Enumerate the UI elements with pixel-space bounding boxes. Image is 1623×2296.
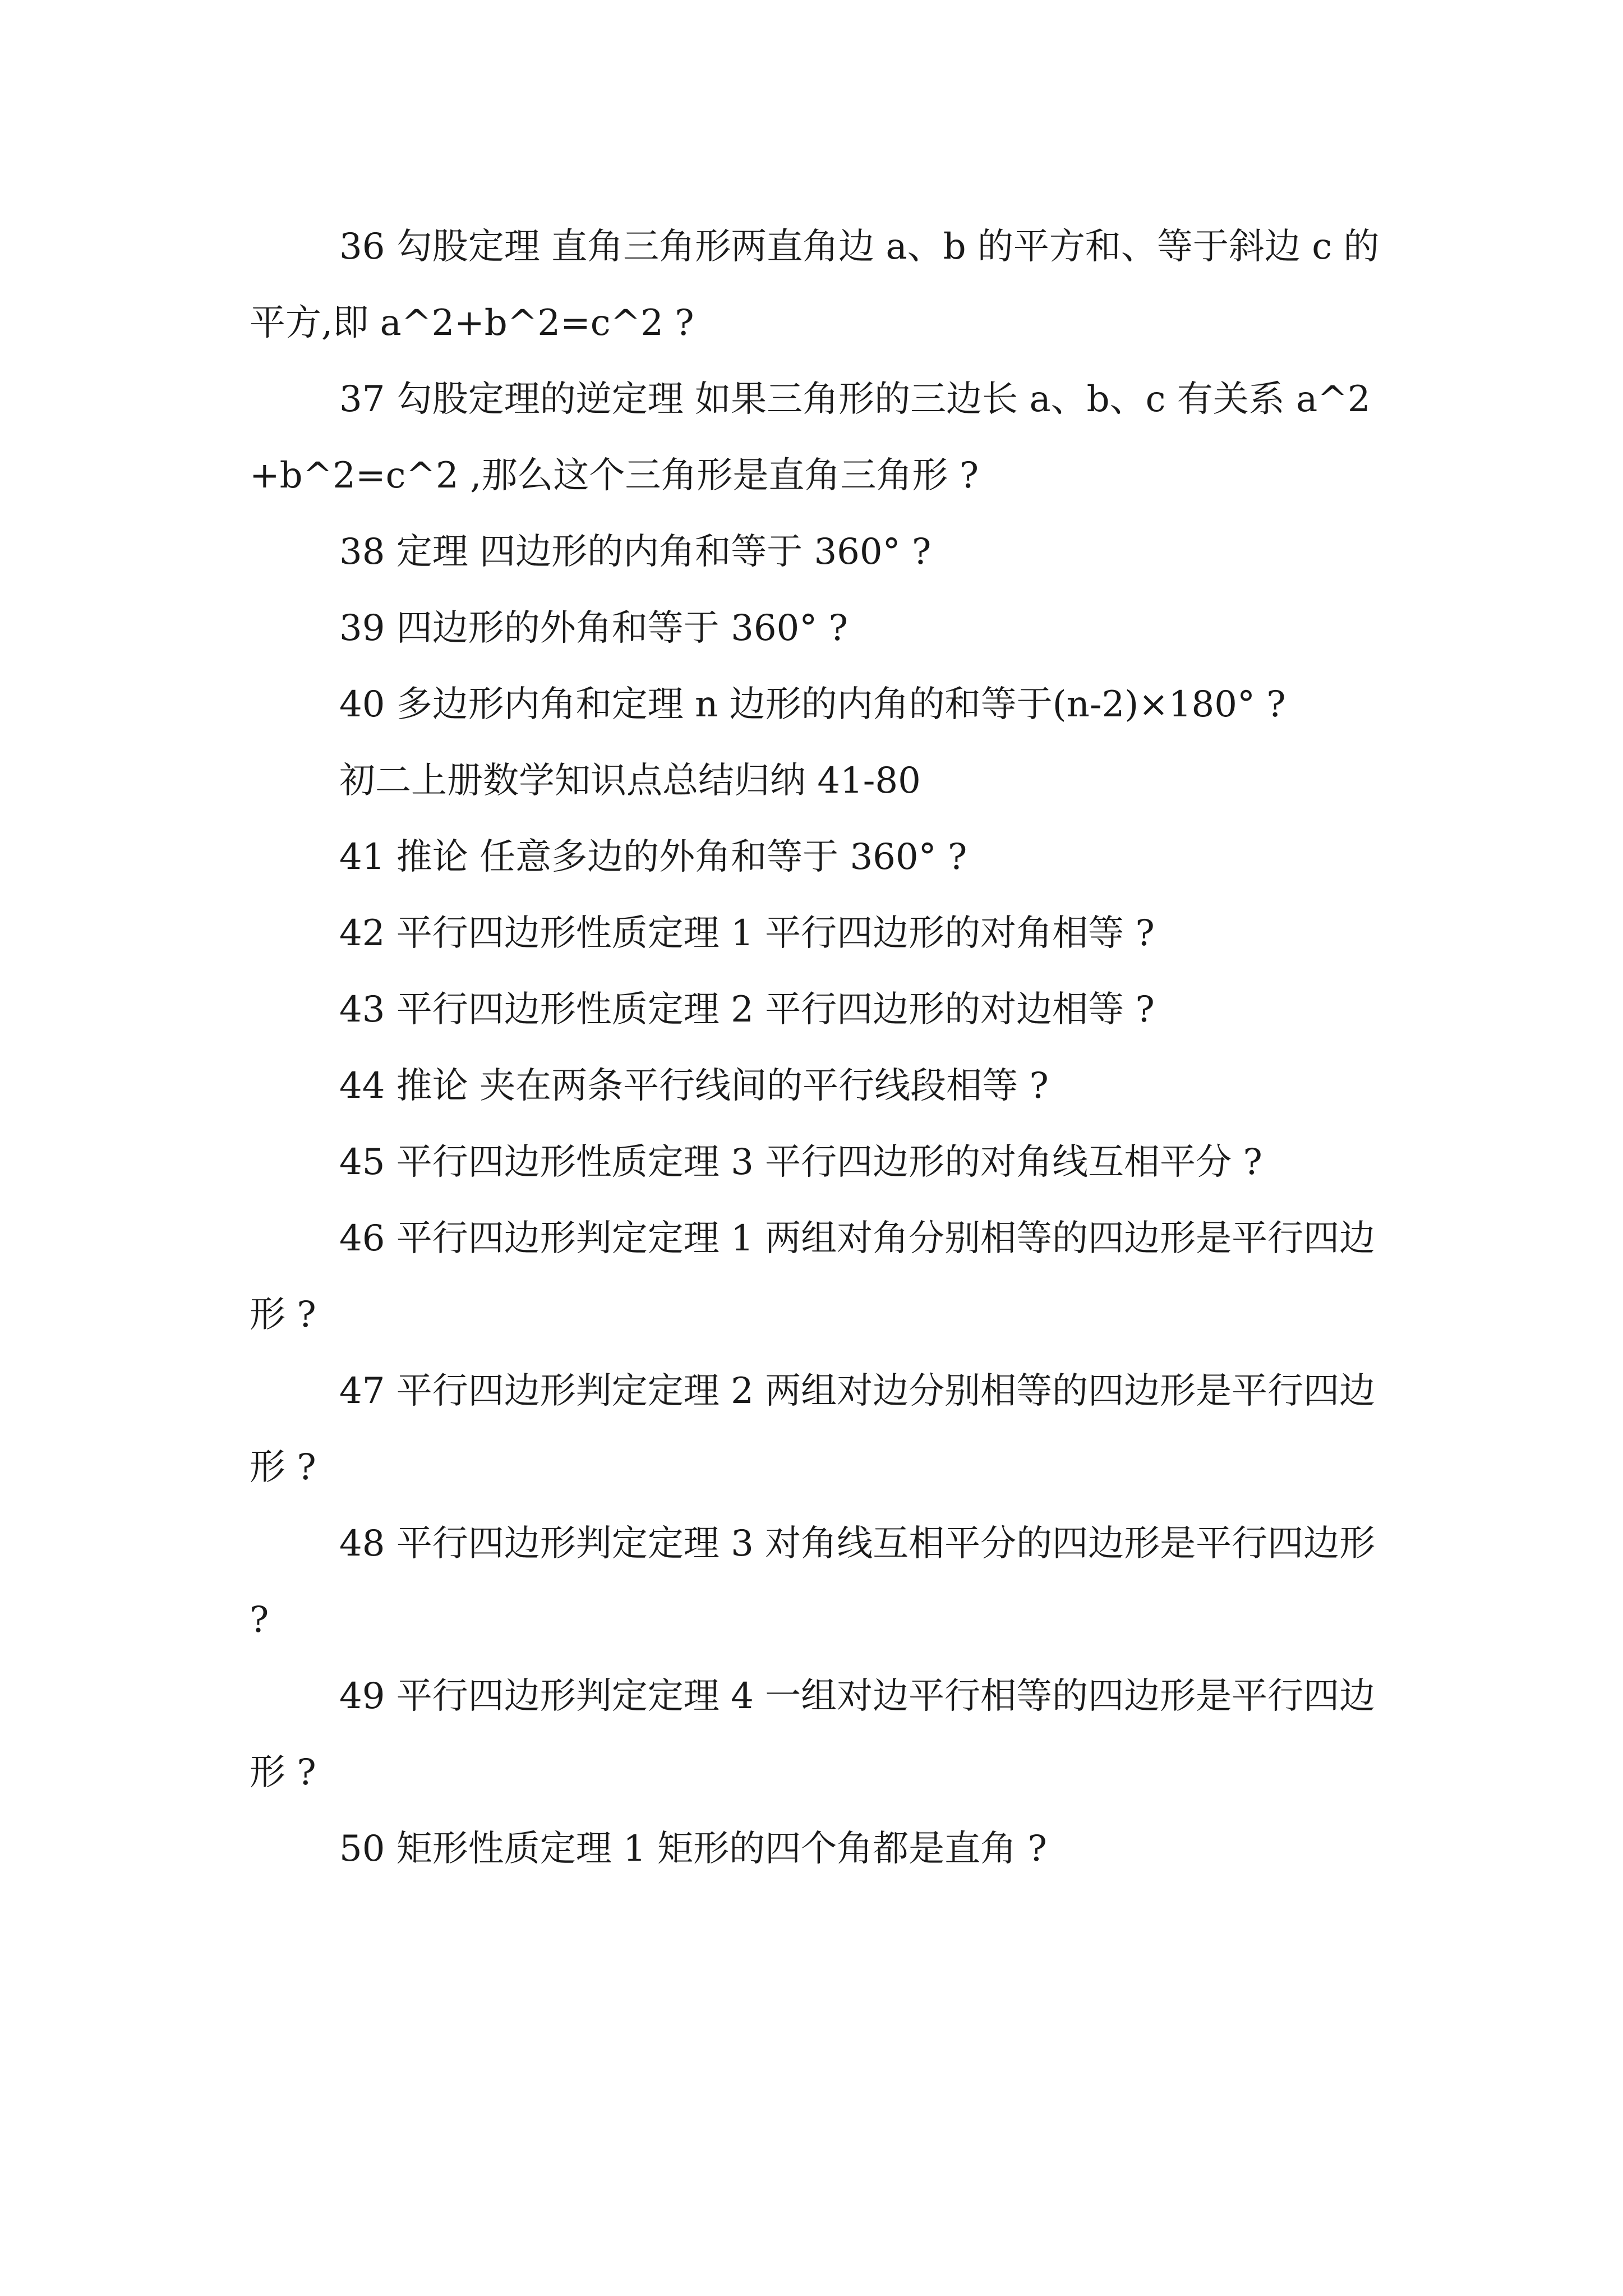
section-heading: 初二上册数学知识点总结归纳 41-80 — [339, 760, 921, 802]
paragraph-36-pythagorean-theorem: 36 勾股定理 直角三角形两直角边 a、b 的平方和、等于斜边 c 的平方,即 a^2+b^2=c^2 ? — [250, 226, 1380, 344]
document-body — [250, 209, 1388, 1887]
paragraph-42-parallelogram-property-1: 42 平行四边形性质定理 1 平行四边形的对角相等 ? — [339, 913, 1155, 954]
paragraph-44-corollary-parallel-segments: 44 推论 夹在两条平行线间的平行线段相等 ? — [339, 1065, 1049, 1107]
paragraph-41-corollary-exterior-angles: 41 推论 任意多边的外角和等于 360° ? — [339, 836, 967, 878]
paragraph-48-parallelogram-criterion-3: 48 平行四边形判定定理 3 对角线互相平分的四边形是平行四边形 ? — [250, 1523, 1387, 1641]
paragraph-50-rectangle-property-1: 50 矩形性质定理 1 矩形的四个角都是直角 ? — [339, 1828, 1047, 1870]
paragraph-37-pythagorean-converse: 37 勾股定理的逆定理 如果三角形的三边长 a、b、c 有关系 a^2+b^2=c^2 ,那么这个三角形是直角三角形 ? — [250, 379, 1371, 496]
paragraph-47-parallelogram-criterion-2: 47 平行四边形判定定理 2 两组对边分别相等的四边形是平行四边形 ? — [250, 1370, 1376, 1488]
paragraph-38-quadrilateral-interior-angles: 38 定理 四边形的内角和等于 360° ? — [339, 531, 932, 573]
paragraph-40-polygon-interior-angles: 40 多边形内角和定理 n 边形的内角的和等于(n-2)×180° ? — [339, 684, 1286, 725]
paragraph-46-parallelogram-criterion-1: 46 平行四边形判定定理 1 两组对角分别相等的四边形是平行四边形 ? — [250, 1218, 1376, 1336]
paragraph-49-parallelogram-criterion-4: 49 平行四边形判定定理 4 一组对边平行相等的四边形是平行四边形 ? — [250, 1676, 1376, 1793]
paragraph-45-parallelogram-property-3: 45 平行四边形性质定理 3 平行四边形的对角线互相平分 ? — [339, 1142, 1262, 1183]
paragraph-43-parallelogram-property-2: 43 平行四边形性质定理 2 平行四边形的对边相等 ? — [339, 989, 1155, 1030]
paragraph-39-quadrilateral-exterior-angles: 39 四边形的外角和等于 360° ? — [339, 608, 848, 649]
